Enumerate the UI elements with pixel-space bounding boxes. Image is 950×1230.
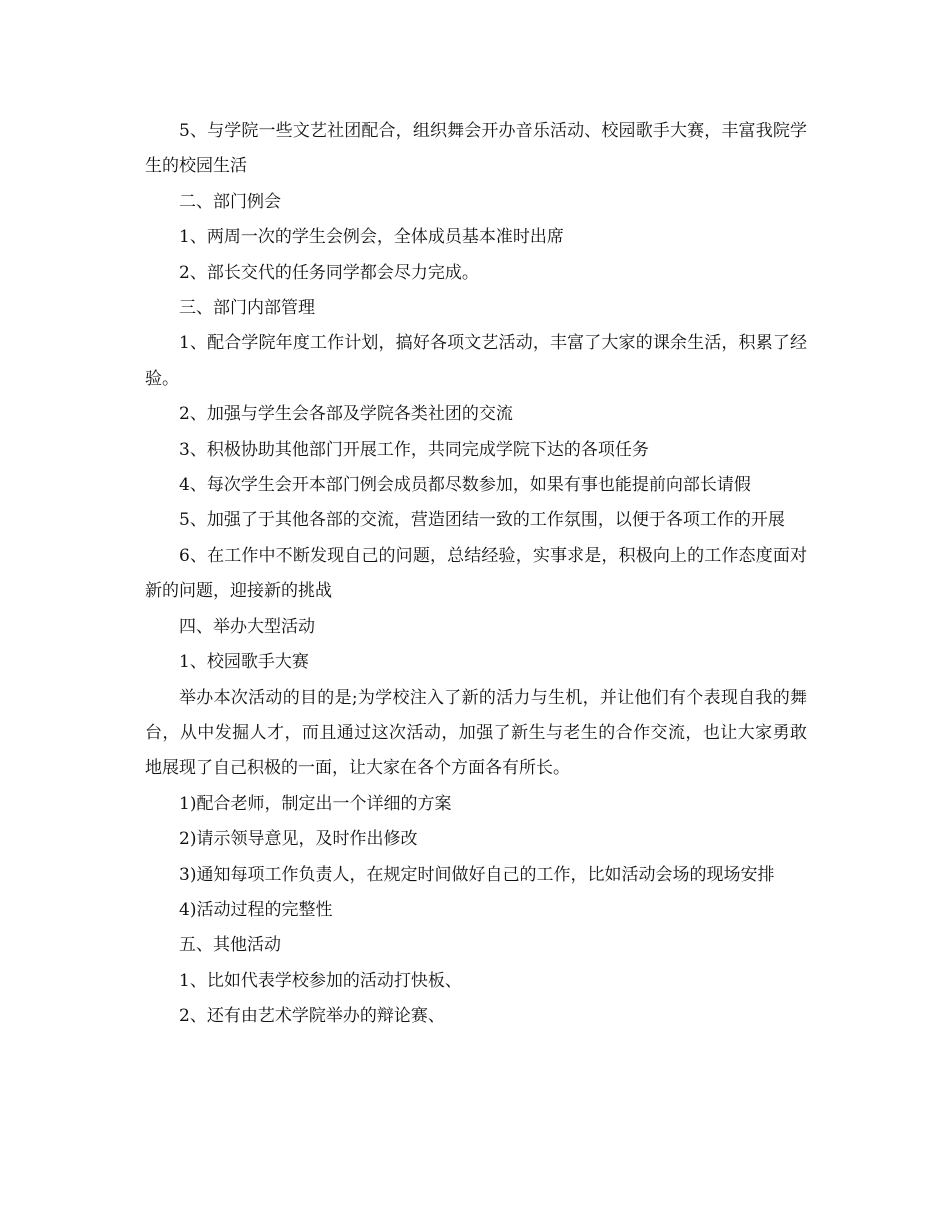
paragraph-event-purpose: 举办本次活动的目的是;为学校注入了新的活力与生机，并让他们有个表现自我的舞台，从中发掘人才，而且通过这次活动，加强了新生与老生的合作交流，也让大家勇敢地展现了自己积极的一面，让大家在各个方面各有所长。 [145,687,807,779]
paragraph-kuaiban: 1、比如代表学校参加的活动打快板、 [179,970,462,991]
paragraph-communication: 2、加强与学生会各部及学院各类社团的交流 [179,404,513,425]
paragraph-task-completion: 2、部长交代的任务同学都会尽力完成。 [179,262,479,283]
paragraph-assist-departments: 3、积极协助其他部门开展工作，共同完成学院下达的各项任务 [179,439,649,460]
list-item-notify: 3)通知每项工作负责人，在规定时间做好自己的工作，比如活动会场的现场安排 [179,864,775,885]
section-heading-large-events: 四、举办大型活动 [179,616,315,637]
section-heading-other-activities: 五、其他活动 [179,935,281,956]
paragraph-attendance-leave: 4、每次学生会开本部门例会成员都尽数参加，如果有事也能提前向部长请假 [179,475,751,496]
paragraph-meeting-attendance: 1、两周一次的学生会例会，全体成员基本准时出席 [179,227,564,248]
section-heading-department-meeting: 二、部门例会 [179,191,281,212]
list-item-revise: 2)请示领导意见，及时作出修改 [179,829,418,850]
paragraph-item-5-arts-cooperation: 5、与学院一些文艺社团配合，组织舞会开办音乐活动、校园歌手大赛，丰富我院学生的校园生活 [145,121,807,177]
paragraph-annual-plan: 1、配合学院年度工作计划，搞好各项文艺活动，丰富了大家的课余生活，积累了经验。 [145,333,807,389]
document-body [145,114,807,1035]
paragraph-team-atmosphere: 5、加强了于其他各部的交流，营造团结一致的工作氛围，以便于各项工作的开展 [179,510,785,531]
section-heading-internal-management: 三、部门内部管理 [179,298,315,319]
paragraph-debate: 2、还有由艺术学院举办的辩论赛、 [179,1006,445,1027]
list-item-plan: 1)配合老师，制定出一个详细的方案 [179,793,452,814]
list-item-integrity: 4)活动过程的完整性 [179,899,333,920]
paragraph-singer-contest: 1、校园歌手大赛 [179,652,309,673]
paragraph-work-attitude: 6、在工作中不断发现自己的问题，总结经验，实事求是，积极向上的工作态度面对新的问题，迎接新的挑战 [145,545,807,602]
